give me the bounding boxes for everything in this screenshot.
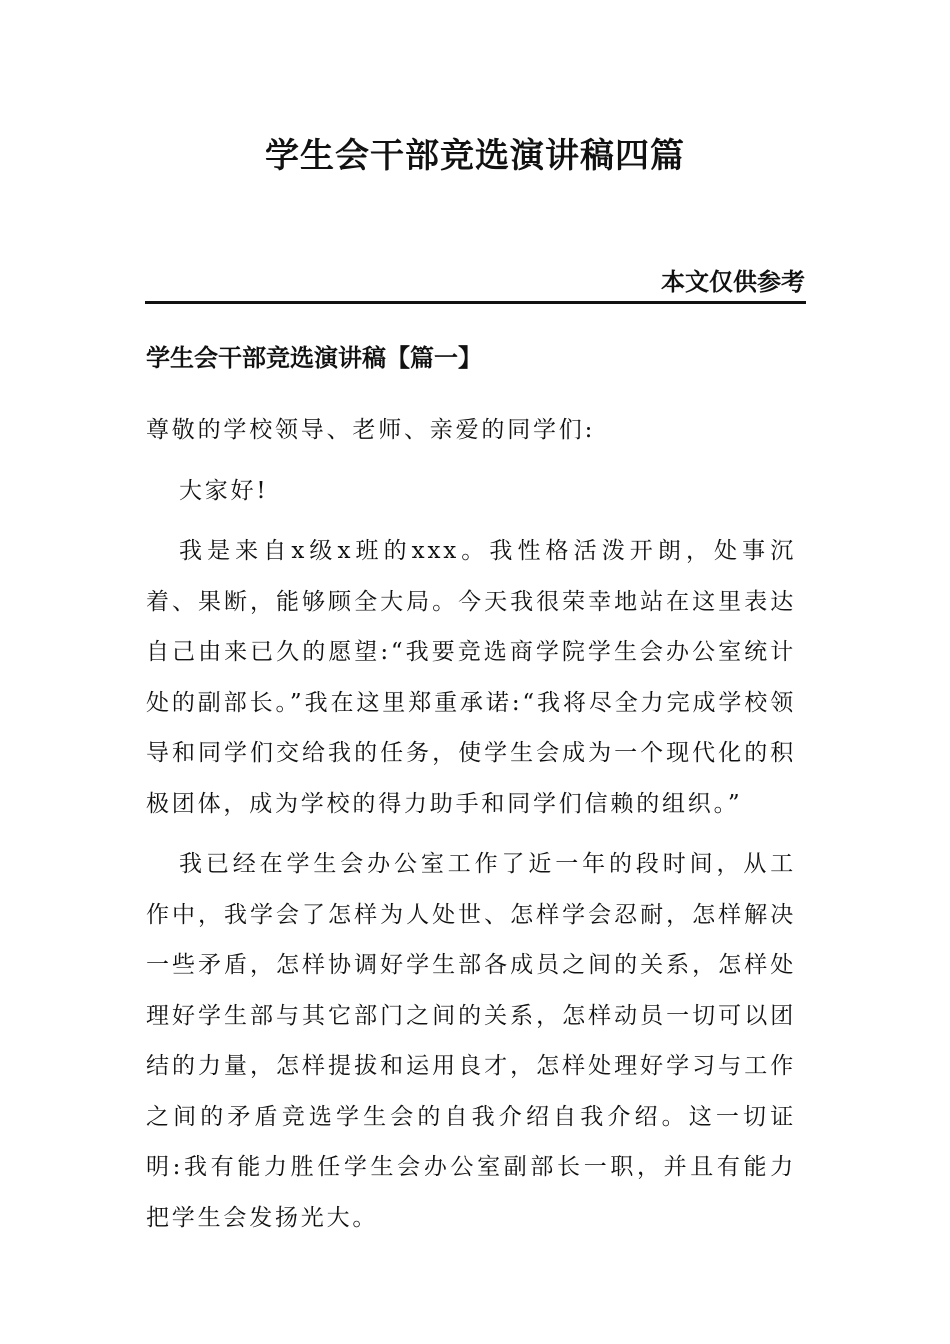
introduction-paragraph: 我是来自x级x班的xxx。我性格活泼开朗，处事沉着、果断，能够顾全大局。今天我很荣幸地站在这里表达自己由来已久的愿望:“我要竞选商学院学生会办公室统计处的副部长。”我在这里郑重承诺:“我将尽全力完成学校领导和同学们交给我的任务，使学生会成为一个现代化的积极团体，成为学校的得力助手和同学们信赖的组织。”	[146, 538, 796, 817]
section-heading: 学生会干部竞选演讲稿【篇一】	[146, 343, 482, 372]
salutation-paragraph: 尊敬的学校领导、老师、亲爱的同学们:	[146, 417, 596, 443]
experience-paragraph: 我已经在学生会办公室工作了近一年的段时间，从工作中，我学会了怎样为人处世、怎样学会忍耐，怎样解决一些矛盾，怎样协调好学生部各成员之间的关系，怎样处理好学生部与其它部门之间的关系，怎样动员一切可以团结的力量，怎样提拔和运用良才，怎样处理好学习与工作之间的矛盾竞选学生会的自我介绍自我介绍。这一切证明:我有能力胜任学生会办公室副部长一职，并且有能力把学生会发扬光大。	[146, 851, 796, 1231]
greeting-paragraph: 大家好!	[179, 477, 269, 504]
document-title: 学生会干部竞选演讲稿四篇	[265, 136, 685, 176]
header-divider	[145, 301, 806, 304]
reference-only-note: 本文仅供参考	[661, 267, 805, 296]
speech-body	[146, 405, 796, 1253]
